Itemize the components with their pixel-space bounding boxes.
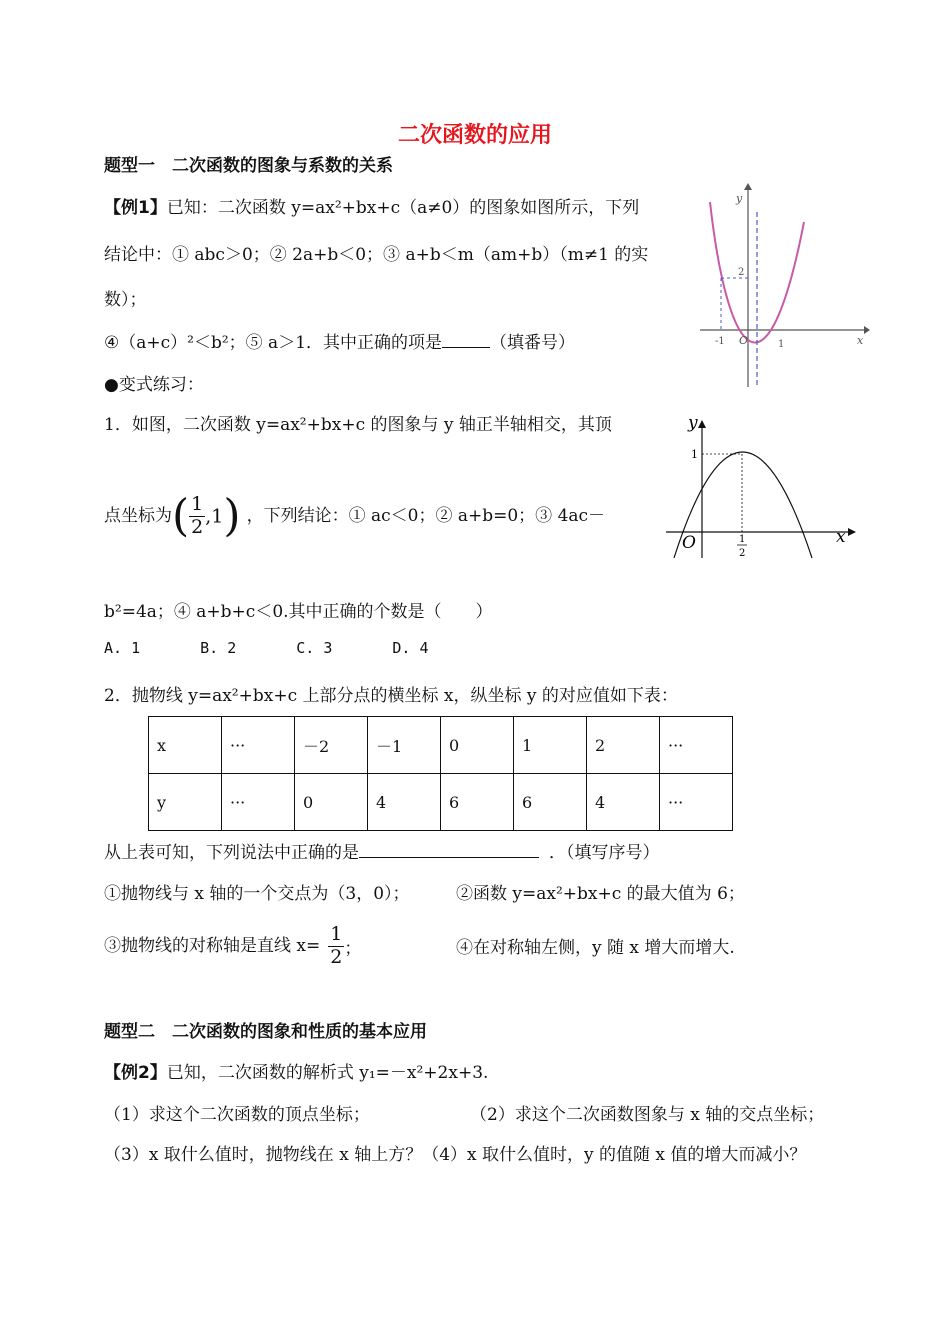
y-label: y [688, 413, 698, 433]
example-1-parabola-figure [698, 182, 870, 387]
question-2-line-1: 2．抛物线 y=ax²+bx+c 上部分点的横坐标 x，纵坐标 y 的对应值如下表： [104, 686, 678, 706]
table-cell: －2 [295, 717, 368, 774]
practice-heading: ●变式练习： [104, 375, 204, 395]
origin-label: O [682, 533, 696, 553]
example-1-text-4b: （填番号） [490, 333, 576, 353]
statement-1: ①抛物线与 x 轴的一个交点为（3，0）； [104, 884, 410, 904]
table-cell: －1 [368, 717, 441, 774]
vertex-x-fraction: $\frac{1}{2}$ [191, 493, 204, 538]
table-cell: 2 [587, 717, 660, 774]
y-axis-arrow [744, 183, 752, 190]
option-a[interactable]: A. 1 [104, 639, 141, 657]
question-1-parabola-figure [664, 408, 860, 568]
section-heading-2: 题型二 二次函数的图象和性质的基本应用 [104, 1022, 427, 1042]
values-table [148, 716, 733, 831]
example-1-line-3: 数）； [104, 290, 147, 310]
answer-blank[interactable] [359, 857, 539, 858]
statement-3: ③抛物线的对称轴是直线 x= $\frac{1}{2}$ ； [104, 923, 362, 968]
half-den: 2 [739, 548, 746, 559]
table-cell: 0 [295, 774, 368, 831]
tick-2-label: 2 [738, 267, 745, 278]
table-cell: 4 [587, 774, 660, 831]
x-axis-arrow [864, 326, 870, 334]
section-heading-1: 题型一 二次函数的图象与系数的关系 [104, 156, 393, 176]
example-1-label: 【例1】 [104, 198, 167, 218]
example-2-part-3: （3）x 取什么值时，抛物线在 x 轴上方？（4）x 取什么值时，y 的值随 x 值的增大而减小？ [104, 1145, 807, 1165]
table-cell: 6 [441, 774, 514, 831]
example-1-line-4 [104, 328, 575, 353]
question-1-text-2a: 点坐标为 [104, 505, 172, 526]
half-num: 1 [739, 534, 746, 545]
question-1-options [104, 639, 429, 657]
table-cell: x [149, 717, 222, 774]
example-1-line-1 [104, 193, 639, 218]
statement-4: ④在对称轴左侧，y 随 x 增大而增大. [456, 938, 735, 958]
origin-label: O [739, 334, 749, 347]
table-cell: ··· [222, 717, 295, 774]
answer-blank[interactable] [442, 347, 490, 348]
tick-1-label: 1 [691, 448, 698, 461]
table-cell: 4 [368, 774, 441, 831]
statement-2: ②函数 y=ax²+bx+c 的最大值为 6； [456, 884, 745, 904]
example-2-part-2: （2）求这个二次函数图象与 x 轴的交点坐标； [470, 1105, 825, 1125]
question-2-line-2 [104, 838, 660, 863]
example-1-line-2: 结论中：① abc＞0；② 2a+b＜0；③ a+b＜m（am+b）（m≠1 的实 [104, 245, 649, 265]
tick-1-label: 1 [778, 339, 785, 350]
option-b[interactable]: B. 2 [200, 639, 237, 657]
question-1-line-2: 点坐标为( $\frac{1}{2}$ ,1) ，下列结论：① ac＜0；② a+b=0；③ 4ac－ [104, 490, 606, 542]
example-1-text-4: ④（a+c）²＜b²；⑤ a＞1．其中正确的项是 [104, 333, 443, 353]
x-label: x [836, 527, 846, 547]
table-cell: 1 [514, 717, 587, 774]
question-1-line-1: 1．如图，二次函数 y=ax²+bx+c 的图象与 y 轴正半轴相交，其顶 [104, 415, 612, 435]
table-row [149, 717, 733, 774]
x-axis-arrow [848, 528, 856, 536]
y-label: y [736, 192, 743, 205]
question-2-text-2b: ．（填写序号） [549, 843, 660, 863]
table-cell: y [149, 774, 222, 831]
table-cell: ··· [660, 774, 733, 831]
question-1-text-2b: ，下列结论：① ac＜0；② a+b=0；③ 4ac－ [246, 505, 606, 526]
table-cell: 0 [441, 717, 514, 774]
symmetry-fraction: $\frac{1}{2}$ [330, 923, 343, 968]
table-cell: ··· [222, 774, 295, 831]
page-title: 二次函数的应用 [397, 123, 552, 148]
example-2-line-1: 【例2】已知，二次函数的解析式 y₁=－x²+2x+3. [104, 1063, 489, 1083]
tick-neg1-label: -1 [715, 336, 725, 347]
option-c[interactable]: C. 3 [296, 639, 333, 657]
x-label: x [857, 334, 864, 347]
question-2-text-2a: 从上表可知，下列说法中正确的是 [104, 843, 359, 863]
example-1-text-1: 已知：二次函数 y=ax²+bx+c（a≠0）的图象如图所示，下列 [166, 198, 640, 218]
y-axis-arrow [698, 420, 706, 428]
table-cell: 6 [514, 774, 587, 831]
example-2-part-1: （1）求这个二次函数的顶点坐标； [104, 1105, 370, 1125]
table-row [149, 774, 733, 831]
table-cell: ··· [660, 717, 733, 774]
option-d[interactable]: D. 4 [392, 639, 429, 657]
question-1-line-3: b²=4a；④ a+b+c＜0.其中正确的个数是（ ） [104, 602, 493, 622]
example-2-label: 【例2】 [104, 1063, 167, 1083]
